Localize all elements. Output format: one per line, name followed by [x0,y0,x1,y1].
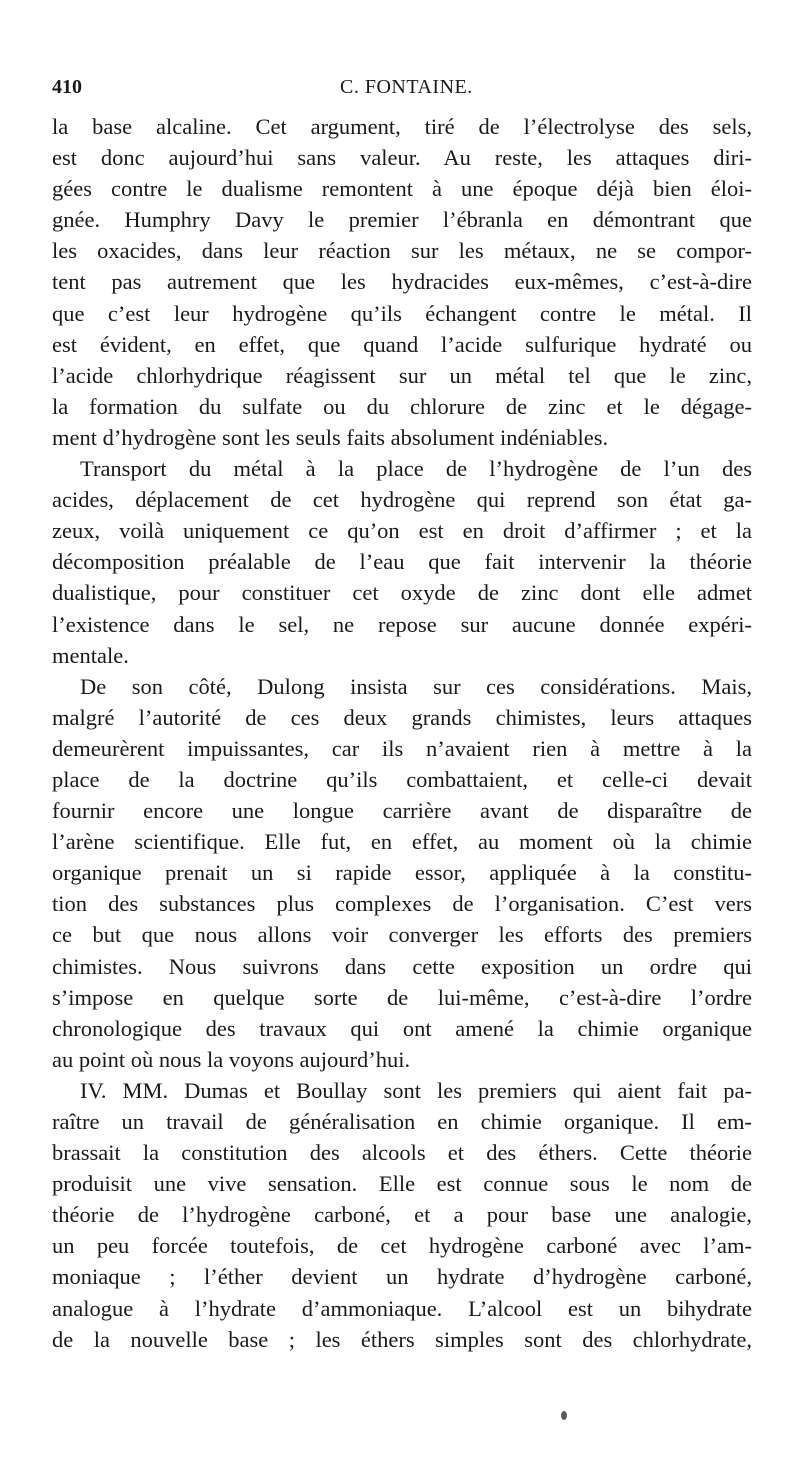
page-number: 410 [52,76,82,98]
text-line: de la nouvelle base ; les éthers simples sont des chlorhydrate, [52,1326,752,1352]
text-line: que c’est leur hydrogène qu’ils échangent contre le métal. Il [52,300,752,326]
paragraph-start-line: Transport du métal à la place de l’hydrogène de l’un des [80,456,752,482]
text-line: acides, déplacement de cet hydrogène qui reprend son état ga- [52,487,752,513]
text-line: l’acide chlorhydrique réagissent sur un métal tel que le zinc, [52,362,752,388]
text-line: produisit une vive sensation. Elle est connue sous le nom de [52,1171,752,1197]
running-head [52,72,752,102]
text-line: organique prenait un si rapide essor, appliquée à la constitu- [52,860,752,886]
text-line: l’existence dans le sel, ne repose sur aucune donnée expéri- [52,611,752,637]
text-line: au point où nous la voyons aujourd’hui. [52,1046,411,1072]
text-line: s’impose en quelque sorte de lui-même, c’est-à-dire l’ordre [52,984,752,1010]
text-line: chimistes. Nous suivrons dans cette exposition un ordre qui [52,953,752,979]
running-title: C. FONTAINE. [340,76,473,98]
text-line: mentale. [52,642,129,668]
text-line: est évident, en effet, que quand l’acide sulfurique hydraté ou [52,331,752,357]
text-line: la base alcaline. Cet argument, tiré de l’électrolyse des sels, [52,114,752,139]
text-line: ment d’hydrogène sont les seuls faits absolument indéniables. [52,424,609,450]
text-line: fournir encore une longue carrière avant de disparaître de [52,798,752,824]
text-line: raître un travail de généralisation en chimie organique. Il em- [52,1109,752,1134]
paragraph-start-line: IV. MM. Dumas et Boullay sont les premiers qui aient fait pa- [80,1077,752,1103]
text-line: zeux, voilà uniquement ce qu’on est en droit d’affirmer ; et la [52,518,752,544]
text-line: l’arène scientifique. Elle fut, en effet, au moment où la chimie [52,829,752,855]
body-text [52,111,752,1355]
text-line: place de la doctrine qu’ils combattaient, et celle-ci devait [52,766,752,792]
text-line: tion des substances plus complexes de l’organisation. C’est vers [52,891,752,917]
ink-speck [561,1411,567,1420]
text-line: est donc aujourd’hui sans valeur. Au reste, les attaques diri- [52,145,752,171]
text-line: la formation du sulfate ou du chlorure de zinc et le dégage- [52,393,752,419]
text-line: moniaque ; l’éther devient un hydrate d’hydrogène carboné, [52,1264,752,1290]
text-line: ce but que nous allons voir converger les efforts des premiers [52,922,752,948]
text-line: un peu forcée toutefois, de cet hydrogène carboné avec l’am- [52,1233,752,1259]
paragraph-start-line: De son côté, Dulong insista sur ces considérations. Mais, [80,673,752,699]
text-line: dualistique, pour constituer cet oxyde de zinc dont elle admet [52,580,752,606]
text-line: tent pas autrement que les hydracides eux-mêmes, c’est-à-dire [52,269,752,295]
text-line: théorie de l’hydrogène carboné, et a pour base une analogie, [52,1202,752,1228]
text-line: malgré l’autorité de ces deux grands chimistes, leurs attaques [52,704,752,730]
text-line: les oxacides, dans leur réaction sur les métaux, ne se compor- [52,238,752,264]
text-line: brassait la constitution des alcools et des éthers. Cette théorie [52,1140,752,1166]
text-line: analogue à l’hydrate d’ammoniaque. L’alcool est un bihydrate [52,1295,752,1321]
text-line: chronologique des travaux qui ont amené la chimie organique [52,1015,752,1041]
text-line: gnée. Humphry Davy le premier l’ébranla en démontrant que [52,207,752,233]
text-line: décomposition préalable de l’eau que fait intervenir la théorie [52,549,752,575]
text-line: gées contre le dualisme remontent à une époque déjà bien éloi- [52,176,752,202]
text-line: demeurèrent impuissantes, car ils n’avaient rien à mettre à la [52,735,752,761]
